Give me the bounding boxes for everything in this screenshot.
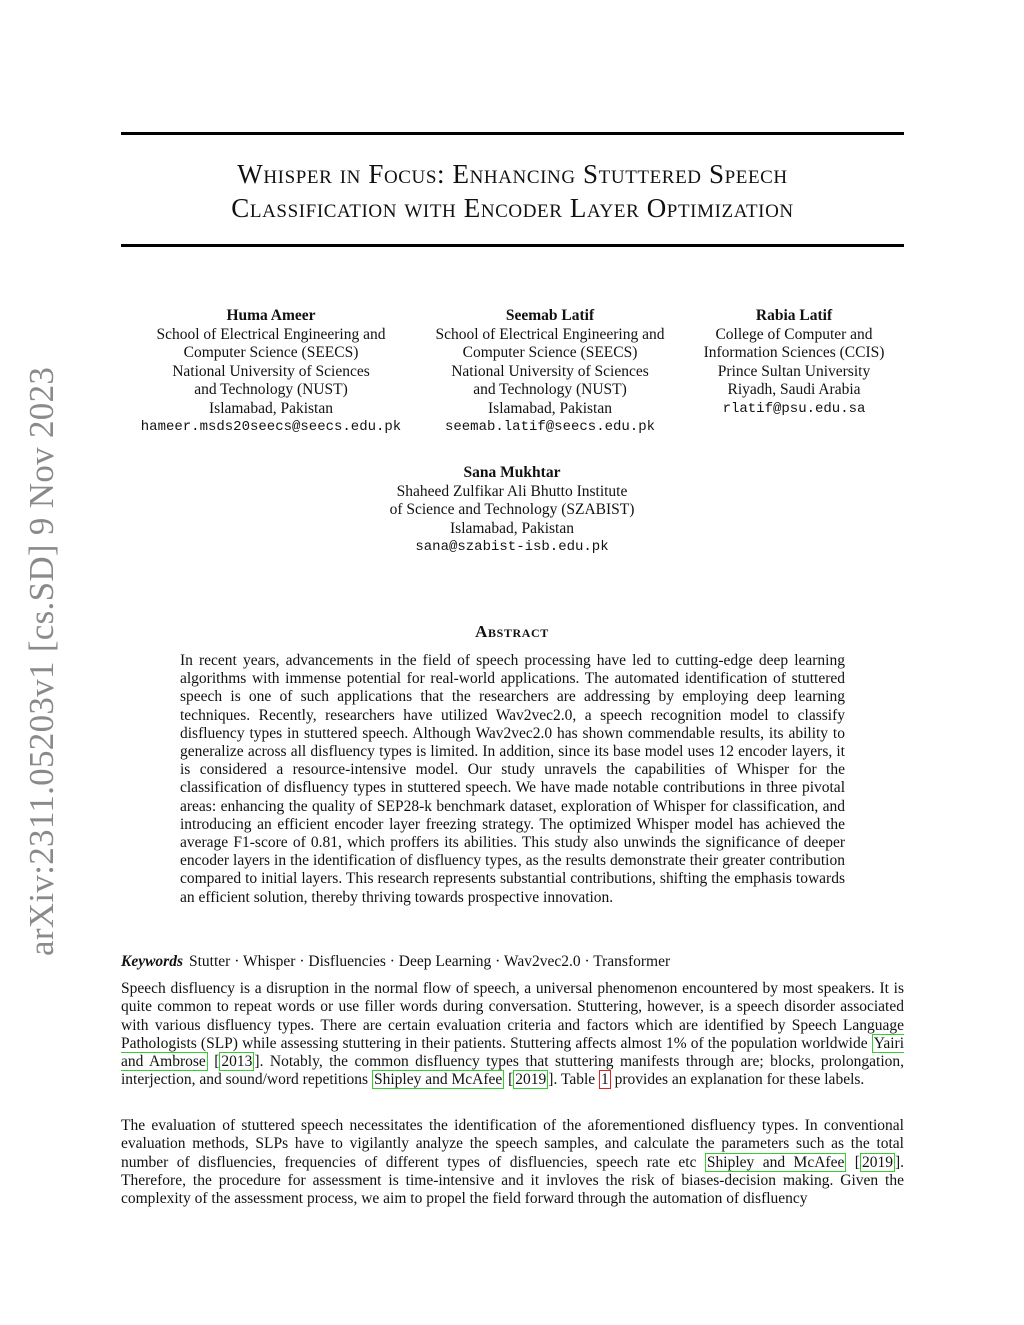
intro-text: Speech disfluency is a disruption in the normal flow of speech, a universal phenomenon encountered by most speakers. It is quite common to repeat words or use filler words during conversation. Stuttering, however, is a speech disorder associated with various disfluency types. There are certain evaluation criteria and factors which are identified by Speech Language Pathologists (SLP) while assessing stuttering in their patients. Stuttering affects almost 1% of the population worldwide xyxy=(121,980,904,1052)
author-affiliation-line: National University of Sciences xyxy=(451,362,649,380)
author-affiliation-line: College of Computer and xyxy=(715,325,873,343)
citation-link[interactable]: Shipley and McAfee xyxy=(706,1153,845,1171)
intro-text: provides an explanation for these labels. xyxy=(610,1071,865,1089)
arxiv-identifier: arXiv:2311.05203v1 [cs.SD] 9 Nov 2023 xyxy=(22,366,61,956)
author-name: Huma Ameer xyxy=(226,307,316,324)
author-affiliation-line: and Technology (NUST) xyxy=(194,381,348,398)
keywords-label: Keywords xyxy=(121,953,183,970)
author-affiliation-line: National University of Sciences xyxy=(172,362,370,380)
abstract-text: In recent years, advancements in the field of speech processing have led to cutting-edge deep learning algorithms with immense potential for real-world applications. The automated identification of stuttered speech is one of such applications that the researchers are addressing by employing deep learning techniques. Recently, researchers have utilized Wav2vec2.0, a speech recognition model to classify disfluency types in stuttered speech. Although Wav2vec2.0 has shown commendable results, its ability to generalize across all disfluency types is limited. In addition, since its base model uses 12 encoder layers, it is considered a resource-intensive model. Our study unravels the capabilities of Whisper for the classification of disfluency types in stuttered speech. We have made notable contributions in three pivotal areas: enhancing the quality of SEP28-k benchmark dataset, exploration of Whisper for classification, and introducing an efficient encoder layer freezing strategy. The optimized Whisper model has achieved the average F1-score of 0.81, which proffers its abilities. This study also unwinds the significance of deeper encoder layers in the identification of disfluency types, as the results demonstrate their greater contribution compared to initial layers. This research represents substantial contributions, shifting the emphasis towards an efficient solution, thereby thriving towards prospective innovation. xyxy=(180,652,845,906)
author-affiliation-line: Riyadh, Saudi Arabia xyxy=(727,381,861,398)
author-affiliation-line: Information Sciences (CCIS) xyxy=(703,344,885,361)
author-affiliation-line: School of Electrical Engineering and xyxy=(156,325,386,343)
author-affiliation-line: Computer Science (SEECS) xyxy=(183,344,359,361)
abstract-heading: Abstract xyxy=(475,622,549,641)
author-name: Rabia Latif xyxy=(755,307,833,324)
author-name: Seemab Latif xyxy=(505,307,595,324)
author-block xyxy=(410,307,690,437)
table-reference-link[interactable]: 1 xyxy=(601,1071,609,1089)
author-affiliation-line: Prince Sultan University xyxy=(717,362,871,380)
title-rule-bottom xyxy=(121,244,904,247)
intro-text: . Table xyxy=(553,1071,600,1089)
title-line-2: Classification with Encoder Layer Optimization xyxy=(231,193,794,223)
citation-link[interactable]: Yairi and Ambrose xyxy=(121,1034,904,1071)
author-email[interactable]: seemab.latif@seecs.edu.pk xyxy=(444,419,656,435)
intro-paragraph: Speech disfluency is a disruption in the normal flow of speech, a universal phenomenon encountered by most speakers. It is quite common to repeat words or use filler words during conversation. Stuttering, however, is a speech disorder associated with various disfluency types. There are certain evaluation criteria and factors which are identified by Speech Language Pathologists (SLP) while assessing stuttering in their patients. Stuttering affects almost 1% of the population worldwide Yairi and Ambrose [ 2013 ]. Notably, the common disfluency types that stuttering manifests through are; blocks, prolongation, interjection, and sound/word repetitions Shipley and McAfee [ 2019 ]. Table 1 provides an explanation for these labels. xyxy=(121,980,904,1089)
title-rule-top xyxy=(121,132,904,135)
author-affiliation-line: School of Electrical Engineering and xyxy=(435,325,665,343)
author-affiliation-line: Shaheed Zulfikar Ali Bhutto Institute xyxy=(396,482,628,500)
title-line-1: Whisper in Focus: Enhancing Stuttered Speech xyxy=(237,159,788,189)
citation-year-link[interactable]: 2019 xyxy=(861,1153,893,1171)
author-block xyxy=(362,464,662,557)
keywords xyxy=(121,953,904,971)
author-email[interactable]: hameer.msds20seecs@seecs.edu.pk xyxy=(140,419,402,435)
author-affiliation-line: and Technology (NUST) xyxy=(473,381,627,398)
author-affiliation-line: Computer Science (SEECS) xyxy=(462,344,638,361)
author-email[interactable]: sana@szabist-isb.edu.pk xyxy=(415,539,609,555)
author-name: Sana Mukhtar xyxy=(463,464,561,481)
author-affiliation-line: Islamabad, Pakistan xyxy=(488,399,612,417)
citation-year-link[interactable]: 2013 xyxy=(221,1053,253,1071)
intro-text: . Notably, the common disfluency types that stuttering manifests through are; blocks, prolongation, interjection, and sound/word repetitions xyxy=(121,1053,904,1089)
citation-year-link[interactable]: 2019 xyxy=(515,1071,547,1089)
author-block xyxy=(684,307,904,418)
keywords-list: Stutter · Whisper · Disfluencies · Deep Learning · Wav2vec2.0 · Transformer xyxy=(189,953,671,970)
author-affiliation-line: Islamabad, Pakistan xyxy=(450,519,574,537)
author-affiliation-line: Islamabad, Pakistan xyxy=(209,399,333,417)
intro-paragraph: The evaluation of stuttered speech necessitates the identification of the aforementioned disfluency types. In conventional evaluation methods, SLPs have to vigilantly analyze the speech samples, and calculate the parameters such as the total number of disfluencies, frequencies of different types of disfluencies, speech rate etc Shipley and McAfee [ 2019 ]. Therefore, the procedure for assessment is time-intensive and it invloves the risk of biases-decision making. Given the complexity of the assessment process, we aim to propel the field forward through the automation of disfluency xyxy=(121,1117,904,1208)
author-block xyxy=(121,307,421,437)
paper-title xyxy=(121,157,904,225)
intro-text: The evaluation of stuttered speech necessitates the identification of the aforementioned disfluency types. In conventional evaluation methods, SLPs have to vigilantly analyze the speech samples, and calculate the parameters such as the total number of disfluencies, frequencies of different types of disfluencies, speech rate etc xyxy=(121,1117,904,1171)
intro-text: . Therefore, the procedure for assessment is time-intensive and it invloves the risk of biases-decision making. Given the complexity of the assessment process, we aim to propel the field forward through the automation of disfluency xyxy=(121,1153,904,1208)
author-affiliation-line: of Science and Technology (SZABIST) xyxy=(389,501,635,518)
citation-link[interactable]: Shipley and McAfee xyxy=(373,1071,503,1089)
author-email[interactable]: rlatif@psu.edu.sa xyxy=(722,400,866,417)
